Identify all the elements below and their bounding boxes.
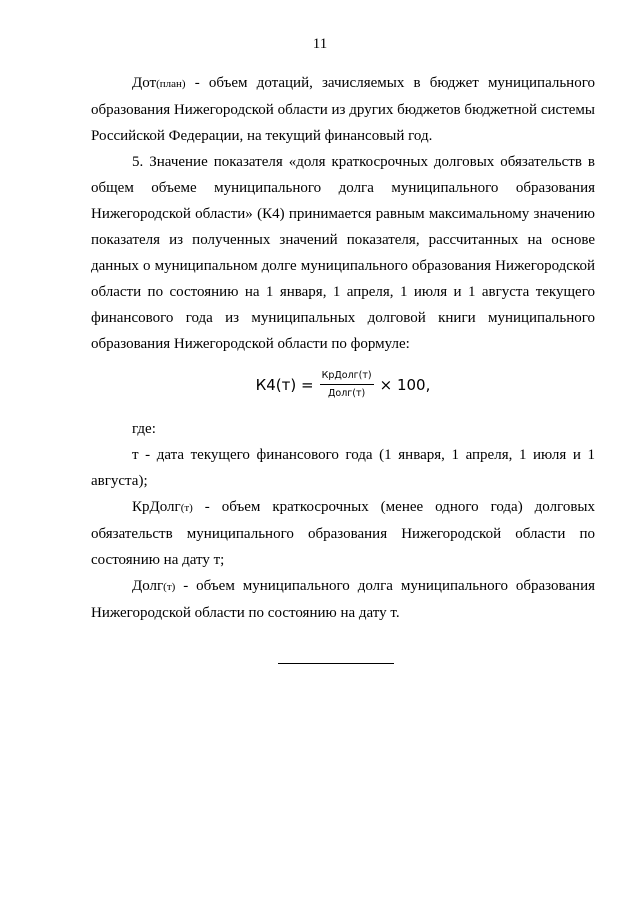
where-label: где:: [132, 421, 156, 437]
term-dolg: Долг: [132, 578, 164, 594]
paragraph-krdolg-text: - объем краткосрочных (менее одного года) долговых обязательств муниципального образования Нижегородской области по состоянию на дату т;: [91, 499, 595, 568]
end-divider-line: [278, 663, 394, 664]
term-dolg-subscript: (т): [163, 581, 176, 593]
page-number: 11: [312, 36, 328, 52]
paragraph-krdolg: [91, 494, 595, 573]
term-dot: Дот: [132, 75, 157, 91]
formula-rhs: × 100,: [379, 375, 431, 394]
paragraph-dot-plan: [91, 70, 595, 149]
paragraph-indicator-k4: 5. Значение показателя «доля краткосрочных долговых обязательств в общем объеме муниципального долга муниципального образования Нижегородской области» (К4) принимается равным максимальному значению показателя из полученных значений показателя, рассчитанных на основе данных о муниципальном долге муниципального образования Нижегородской области по состоянию на 1 января, 1 апреля, 1 июля и 1 августа текущего финансового года из муниципальных долговой книги муниципального образования Нижегородской области по формуле:: [91, 154, 595, 352]
paragraph-dolg: [91, 573, 595, 626]
term-krdolg-subscript: (т): [180, 502, 193, 514]
formula-numerator: КрДолг(т): [320, 369, 374, 385]
term-krdolg: КрДолг: [132, 499, 181, 515]
paragraph-dot-plan-text: - объем дотаций, зачисляемых в бюджет муниципального образования Нижегородской области из других бюджетов бюджетной системы Российской Федерации, на текущий финансовый год.: [91, 75, 595, 144]
formula-denominator: Долг(т): [327, 388, 366, 399]
paragraph-date-t: т - дата текущего финансового года (1 января, 1 апреля, 1 июля и 1 августа);: [91, 447, 595, 489]
term-dot-subscript: (план): [156, 78, 186, 90]
document-body: [91, 70, 595, 626]
formula-lhs: К4(т) =: [255, 375, 314, 394]
formula-k4: [91, 369, 595, 400]
paragraph-dolg-text: - объем муниципального долга муниципального образования Нижегородской области по состоянию на дату т.: [91, 578, 595, 621]
formula-fraction: [320, 369, 374, 400]
